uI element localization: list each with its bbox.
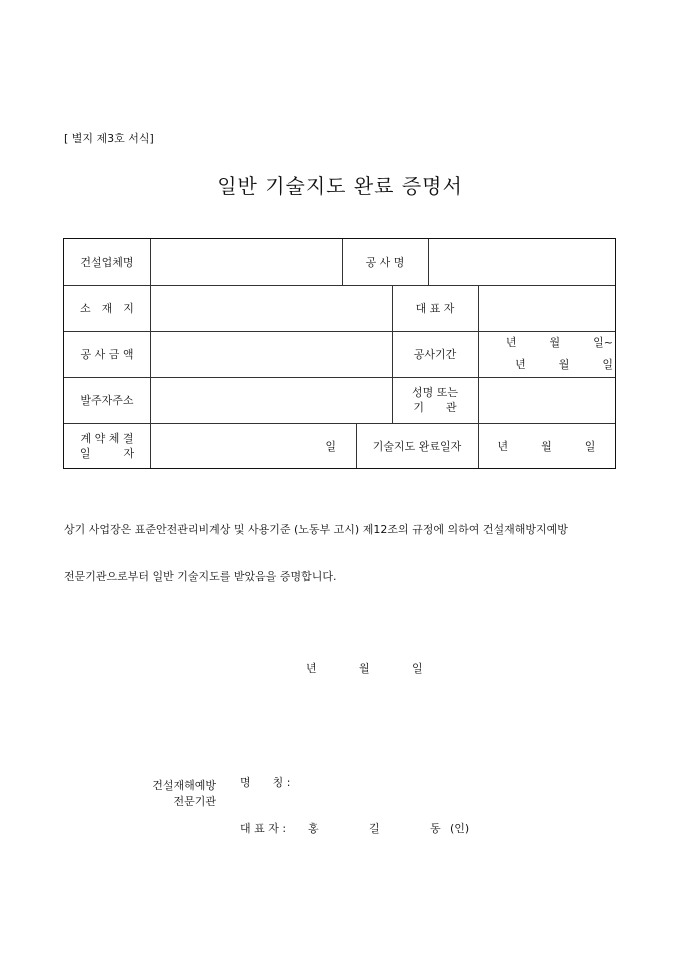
issuer-name-label: 명 칭 : xyxy=(240,776,291,789)
project-amount-field[interactable] xyxy=(150,331,392,377)
location-field[interactable] xyxy=(150,285,392,331)
project-name-field[interactable] xyxy=(428,239,615,285)
name-or-organization-label-line2: 기 관 xyxy=(413,401,457,414)
project-amount-label: 공 사 금 액 xyxy=(80,348,134,361)
completion-date-label: 기술지도 완료일자 xyxy=(372,439,462,453)
issuer-organization-label xyxy=(0,778,216,810)
name-or-organization-field[interactable] xyxy=(478,377,615,423)
seal-mark: (인) xyxy=(450,822,470,835)
certification-text-line1: 상기 사업장은 표준안전관리비계상 및 사용기준 (노동부 고시) 제12조의 규정에 의하여 건설재해방지예방 xyxy=(64,523,568,536)
issuer-organization-label-line2: 전문기관 xyxy=(173,795,216,808)
issue-date-day: 일 xyxy=(412,662,423,675)
issue-date-year: 년 xyxy=(306,662,317,675)
contract-date-label-line1: 계 약 체 결 xyxy=(80,431,134,445)
period-end-date: 년 월 일 xyxy=(515,358,613,371)
certification-text-line2: 전문기관으로부터 일반 기술지도를 받았음을 증명합니다. xyxy=(64,570,337,583)
project-period-label: 공사기간 xyxy=(413,348,457,361)
representative-name-char1: 홍 xyxy=(308,822,319,835)
company-name-field[interactable] xyxy=(150,239,342,285)
company-name-label: 건설업체명 xyxy=(80,256,134,269)
client-address-field[interactable] xyxy=(150,377,392,423)
name-or-organization-label-line1: 성명 또는 xyxy=(411,386,458,399)
representative-field[interactable] xyxy=(478,285,615,331)
document-title: 일반 기술지도 완료 증명서 xyxy=(217,174,463,198)
contract-date-label-line2: 일 자 xyxy=(79,446,135,460)
representative-name-char3: 동 xyxy=(430,822,441,835)
project-period-field[interactable] xyxy=(478,331,615,377)
period-start-date: 년 월 일~ xyxy=(505,336,613,349)
name-or-organization-label xyxy=(392,377,478,423)
certificate-table xyxy=(63,238,616,469)
issuer-organization-label-line1: 건설재해예방 xyxy=(152,779,216,792)
form-reference: [ 별지 제3호 서식] xyxy=(64,132,154,145)
issuer-representative-label: 대 표 자 : xyxy=(240,822,287,835)
contract-date-field[interactable] xyxy=(150,423,356,468)
issue-date-month: 월 xyxy=(359,662,370,675)
completion-date-field[interactable]: 년 월 일 xyxy=(497,439,596,453)
contract-date-label xyxy=(64,423,150,468)
representative-name-char2: 길 xyxy=(369,822,380,835)
representative-label: 대 표 자 xyxy=(415,302,455,315)
project-name-label: 공 사 명 xyxy=(365,256,405,269)
client-address-label: 발주자주소 xyxy=(80,394,134,407)
contract-day-suffix: 일 xyxy=(325,439,336,453)
location-label: 소 재 지 xyxy=(80,302,134,315)
